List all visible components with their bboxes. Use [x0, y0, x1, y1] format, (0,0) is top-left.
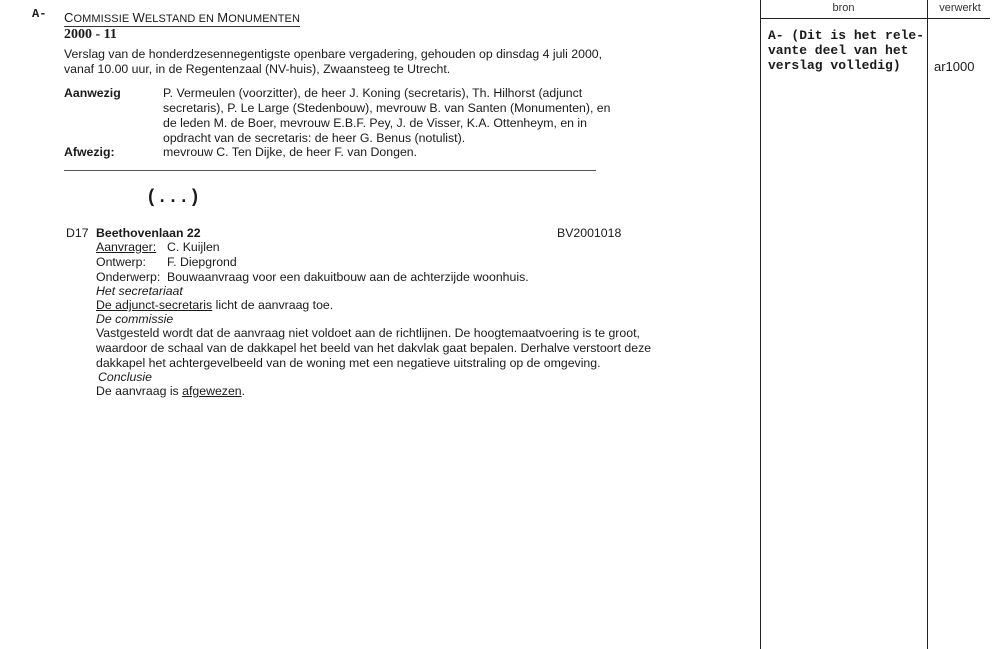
commission-line: dakkapel het achtergevelbeeld van de woning met een negatieve uitstraling op de omgeving.: [96, 356, 601, 370]
divider: [64, 170, 596, 171]
intro-line: vanaf 10.00 uur, in de Regentenzaal (NV-huis), Zwaansteeg te Utrecht.: [64, 62, 451, 76]
margin-mark: A-: [32, 7, 47, 21]
secretariat-rest: licht de aanvraag toe.: [212, 298, 334, 312]
present-line: P. Vermeulen (voorzitter), de heer J. Koning (secretaris), Th. Hilhorst (adjunct: [163, 86, 583, 100]
org-title-part: ELSTAND EN: [144, 13, 218, 25]
field-value: F. Diepgrond: [167, 255, 237, 269]
report-number: 2000 - 11: [64, 27, 117, 42]
conclusion-text: [96, 384, 245, 399]
field-label: Aanvrager:: [96, 240, 157, 254]
present-label: Aanwezig: [64, 86, 121, 100]
field-value: Bouwaanvraag voor een dakuitbouw aan de achterzijde woonhuis.: [167, 270, 529, 284]
org-title-part: OMMISSIE: [73, 13, 133, 25]
column-header-processed: verwerkt: [939, 2, 981, 14]
org-title: [64, 10, 300, 27]
field-label: Onderwerp:: [96, 270, 161, 284]
section-heading: De commissie: [96, 312, 174, 326]
processed-value: ar1000: [934, 59, 975, 74]
section-heading: Het secretariaat: [96, 284, 183, 298]
item-code: D17: [66, 226, 89, 240]
field-label: Ontwerp:: [96, 255, 146, 269]
present-line: opdracht van de secretaris: de heer G. Benus (notulist).: [163, 131, 466, 145]
source-line: vante deel van het: [768, 43, 909, 58]
conclusion-suffix: .: [241, 384, 246, 398]
present-line: secretaris), P. Le Large (Stedenbouw), mevrouw B. van Santen (Monumenten), en: [163, 101, 611, 115]
underlined-text: afgewezen: [182, 384, 242, 398]
source-line: A- (Dit is het rele-: [768, 28, 925, 43]
field-value: C. Kuijlen: [167, 240, 220, 254]
table-header-border: [760, 18, 990, 19]
org-title-part: ONUMENTEN: [228, 13, 300, 25]
secretariat-text: [96, 298, 333, 313]
commission-line: waardoor de schaal van de dakkapel het beeld van het dakvlak gaat bepalen. Derhalve verstoort deze: [96, 341, 652, 355]
absent-label: Afwezig:: [64, 145, 115, 159]
org-title-part: W: [132, 10, 145, 25]
source-line: verslag volledig): [768, 58, 901, 73]
underlined-text: De adjunct-secretaris: [96, 298, 213, 312]
column-header-source: bron: [832, 2, 855, 14]
org-title-part: M: [217, 10, 229, 25]
conclusion-prefix: De aanvraag is: [96, 384, 183, 398]
item-reference: BV2001018: [557, 226, 622, 240]
present-line: de leden M. de Boer, mevrouw E.B.F. Pey, J. de Visser, K.A. Ottenheym, en in: [163, 116, 587, 130]
absent-text: mevrouw C. Ten Dijke, de heer F. van Dongen.: [163, 145, 418, 159]
item-title: Beethovenlaan 22: [96, 226, 201, 240]
org-title-part: C: [64, 10, 74, 25]
commission-line: Vastgesteld wordt dat de aanvraag niet voldoet aan de richtlijnen. De hoogtemaatvoering is te groot,: [96, 326, 640, 340]
ellipsis: (...): [146, 188, 201, 208]
table-border: [760, 0, 761, 649]
table-border: [927, 0, 928, 649]
section-heading: Conclusie: [98, 370, 152, 384]
intro-line: Verslag van de honderdzesennegentigste openbare vergadering, gehouden op dinsdag 4 juli 2000,: [64, 47, 603, 61]
